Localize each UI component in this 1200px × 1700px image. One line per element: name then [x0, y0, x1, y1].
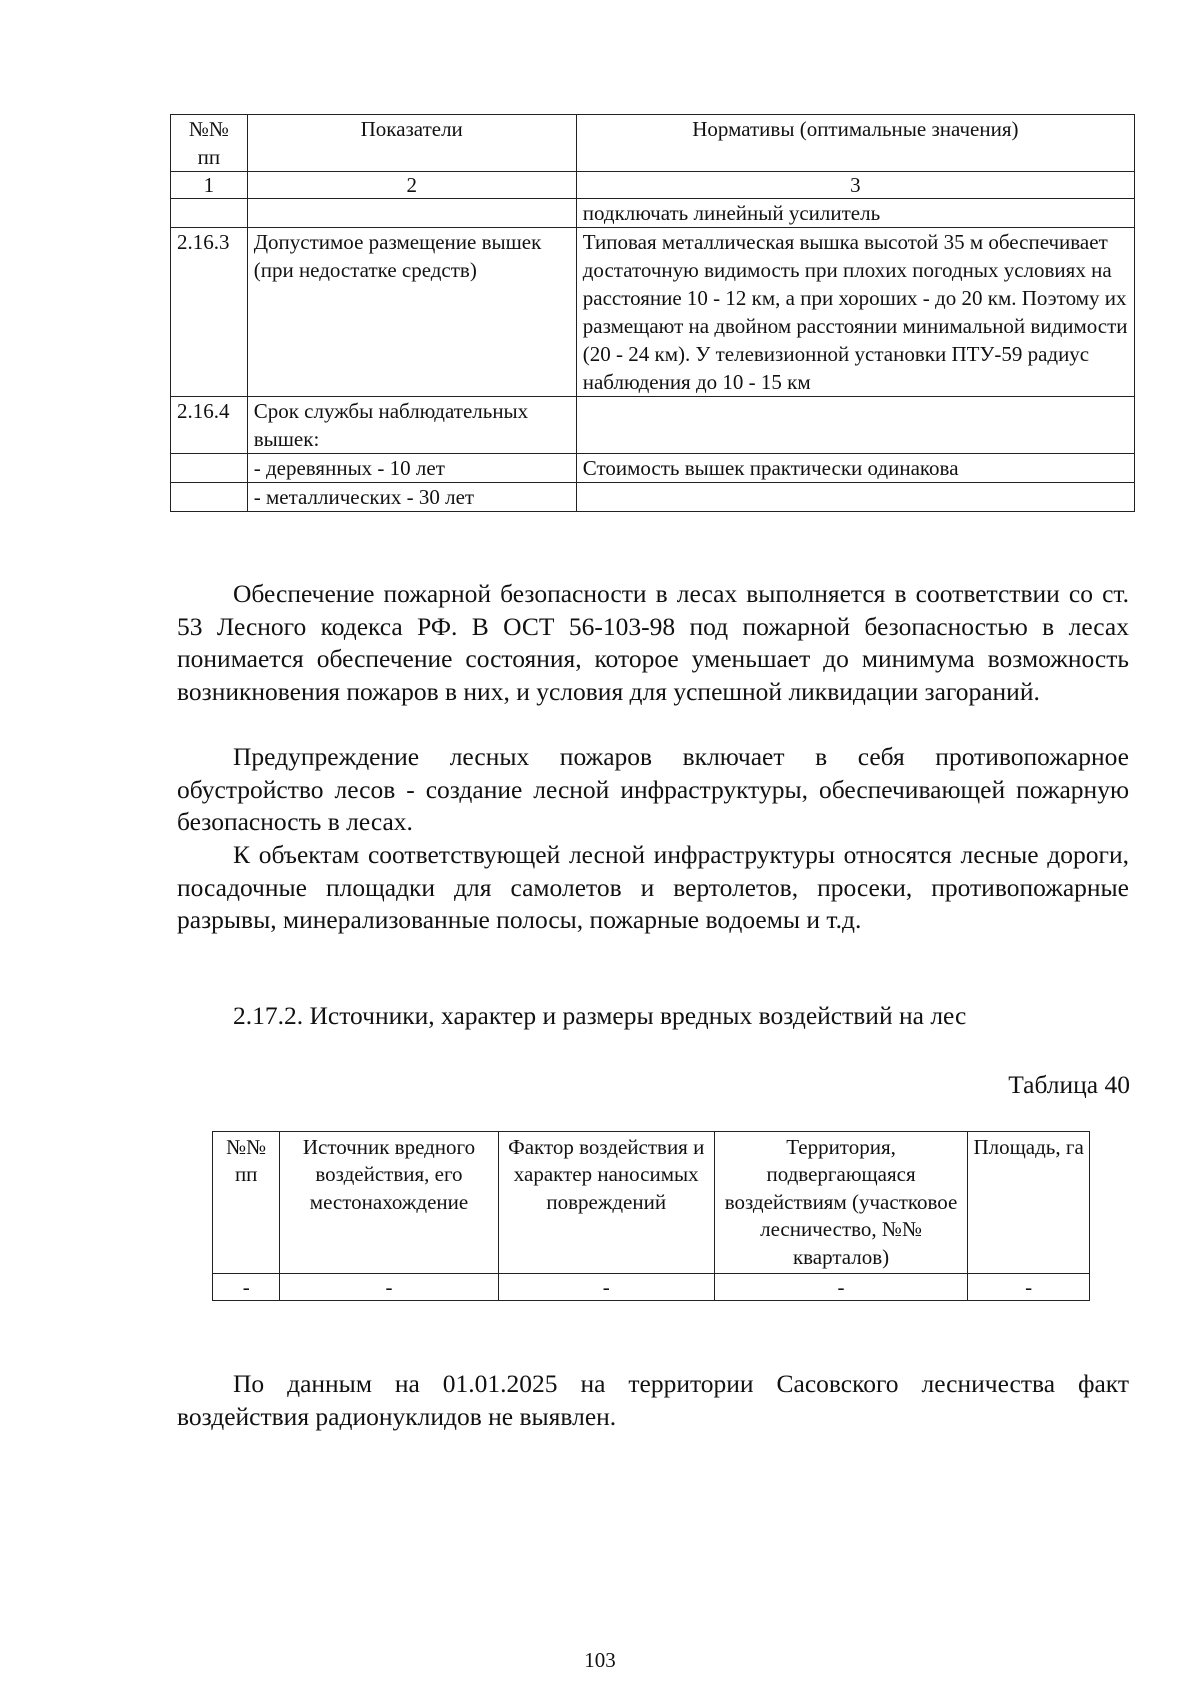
header-source: Источник вредного воздействия, его местонахождение: [280, 1132, 498, 1274]
table-row: [171, 483, 1135, 512]
row-norm: Стоимость вышек практически одинакова: [576, 454, 1134, 483]
page-number: 103: [584, 1648, 616, 1672]
paragraph-radionuclides: По данным на 01.01.2025 на территории Сасовского лесничества факт воздействия радионуклидов не выявлен.: [177, 1369, 1129, 1431]
table-header-row: [213, 1132, 1090, 1274]
header-factor: Фактор воздействия и характер наносимых повреждений: [498, 1132, 714, 1274]
section-heading: 2.17.2. Источники, характер и размеры вредных воздействий на лес: [233, 1001, 967, 1030]
row-norm: [576, 483, 1134, 512]
column-number: 1: [171, 172, 248, 199]
row-number: 2.16.3: [171, 228, 248, 397]
paragraph-infrastructure: К объектам соответствующей лесной инфраструктуры относятся лесные дороги, посадочные площадки для самолетов и вертолетов, просеки, противопожарные разрывы, минерализованные полосы, пожарные водоемы и т.д.: [177, 840, 1129, 935]
column-number: 2: [247, 172, 576, 199]
table-header-row: [171, 115, 1135, 172]
column-number: 3: [576, 172, 1134, 199]
header-norms: Нормативы (оптимальные значения): [576, 115, 1134, 172]
row-norm: подключать линейный усилитель: [576, 199, 1134, 228]
empty-cell: -: [280, 1274, 498, 1301]
norms-table: [170, 114, 1135, 512]
table-row: [171, 199, 1135, 228]
header-number: №№ пп: [213, 1132, 280, 1274]
empty-cell: -: [714, 1274, 967, 1301]
table-row: [171, 397, 1135, 454]
header-territory: Территория, подвергающаяся воздействиям (участковое лесничество, №№ кварталов): [714, 1132, 967, 1274]
table-row: [171, 228, 1135, 397]
empty-cell: -: [498, 1274, 714, 1301]
row-number: [171, 454, 248, 483]
row-indicator: - металлических - 30 лет: [247, 483, 576, 512]
table-row: [213, 1274, 1090, 1301]
empty-cell: -: [968, 1274, 1090, 1301]
table-caption: Таблица 40: [1008, 1070, 1130, 1099]
row-norm: [576, 397, 1134, 454]
paragraph-fire-prevention: Предупреждение лесных пожаров включает в себя противопожарное обустройство лесов - создание лесной инфраструктуры, обеспечивающей пожарную безопасность в лесах.: [177, 742, 1129, 837]
empty-cell: -: [213, 1274, 280, 1301]
paragraph-fire-safety: Обеспечение пожарной безопасности в лесах выполняется в соответствии со ст. 53 Лесного кодекса РФ. В ОСТ 56-103-98 под пожарной безопасностью в лесах понимается обеспечение состояния, которое уменьшает до минимума возможность возникновения пожаров в них, и условия для успешной ликвидации загораний.: [177, 579, 1129, 706]
header-area: Площадь, га: [968, 1132, 1090, 1274]
row-number: [171, 199, 248, 228]
row-number: [171, 483, 248, 512]
row-indicator: [247, 199, 576, 228]
header-indicators: Показатели: [247, 115, 576, 172]
row-norm: Типовая металлическая вышка высотой 35 м обеспечивает достаточную видимость при плохих погодных условиях на расстояние 10 - 12 км, а при хороших - до 20 км. Поэтому их размещают на двойном расстоянии минимальной видимости (20 - 24 км). У телевизионной установки ПТУ-59 радиус наблюдения до 10 - 15 км: [576, 228, 1134, 397]
column-number-row: [171, 172, 1135, 199]
row-indicator: Допустимое размещение вышек (при недостатке средств): [247, 228, 576, 397]
table-row: [171, 454, 1135, 483]
harmful-impacts-table: [212, 1131, 1090, 1301]
row-indicator: - деревянных - 10 лет: [247, 454, 576, 483]
row-number: 2.16.4: [171, 397, 248, 454]
row-indicator: Срок службы наблюдательных вышек:: [247, 397, 576, 454]
header-number: №№ пп: [171, 115, 248, 172]
